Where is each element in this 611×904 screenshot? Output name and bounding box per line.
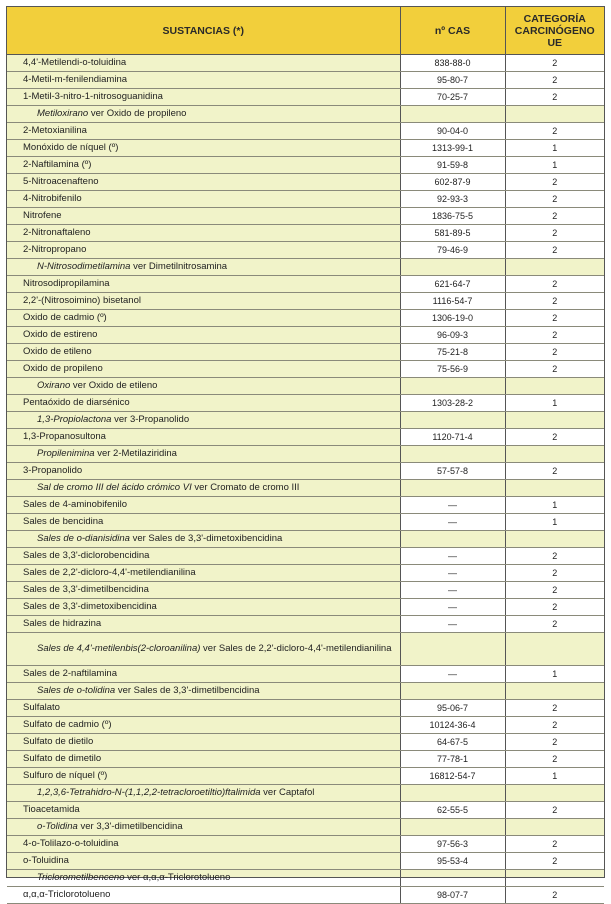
eu-category: 2 — [505, 174, 604, 191]
cas-cell-empty — [400, 785, 505, 802]
eu-category: 2 — [505, 89, 604, 106]
cas-number: 95-53-4 — [400, 853, 505, 870]
cas-number: 602-87-9 — [400, 174, 505, 191]
category-cell-empty — [505, 683, 604, 700]
see-also-text: ver 3,3'-dimetilbencidina — [80, 821, 183, 832]
table-row — [7, 395, 604, 412]
eu-category: 2 — [505, 548, 604, 565]
table-row — [7, 276, 604, 293]
table-row — [7, 853, 604, 870]
substance-name: 1,3-Propanosultona — [7, 429, 400, 446]
table-row — [7, 208, 604, 225]
cas-number: 1120-71-4 — [400, 429, 505, 446]
cas-number: 97-56-3 — [400, 836, 505, 853]
eu-category: 2 — [505, 616, 604, 633]
eu-category: 2 — [505, 700, 604, 717]
reference-substance-name: Sales de o-dianisidina — [37, 533, 130, 544]
substance-name: Sales de 3,3'-dimetilbencidina — [7, 582, 400, 599]
cas-cell-empty — [400, 633, 505, 666]
cas-number: — — [400, 599, 505, 616]
eu-category: 2 — [505, 887, 604, 904]
substance-name: Sales de 3,3'-dimetoxibencidina — [7, 599, 400, 616]
category-cell-empty — [505, 259, 604, 276]
table-row — [7, 157, 604, 174]
table-row — [7, 836, 604, 853]
cas-number: — — [400, 497, 505, 514]
substance-name: 2,2'-(Nitrosoimino) bisetanol — [7, 293, 400, 310]
cas-number: 95-06-7 — [400, 700, 505, 717]
substance-cell — [7, 683, 400, 700]
substance-cell — [7, 412, 400, 429]
eu-category: 2 — [505, 582, 604, 599]
table-row — [7, 565, 604, 582]
substance-name: Sulfato de dimetilo — [7, 751, 400, 768]
cas-number: — — [400, 548, 505, 565]
eu-category: 2 — [505, 802, 604, 819]
substance-name: 2-Naftilamina (º) — [7, 157, 400, 174]
substance-name: Oxido de cadmio (º) — [7, 310, 400, 327]
cas-number: 64-67-5 — [400, 734, 505, 751]
header-substances: SUSTANCIAS (*) — [7, 7, 400, 55]
eu-category: 1 — [505, 497, 604, 514]
eu-category: 2 — [505, 55, 604, 72]
table-row — [7, 327, 604, 344]
table-row-cross-reference — [7, 683, 604, 700]
table-header-row — [7, 7, 604, 55]
eu-category: 2 — [505, 853, 604, 870]
table-row — [7, 344, 604, 361]
table-row — [7, 497, 604, 514]
cas-cell-empty — [400, 378, 505, 395]
table-row — [7, 89, 604, 106]
eu-category: 2 — [505, 361, 604, 378]
see-also-text: ver Sales de 3,3'-dimetilbencidina — [117, 685, 260, 696]
eu-category: 1 — [505, 666, 604, 683]
cas-number: — — [400, 666, 505, 683]
table-row — [7, 225, 604, 242]
cas-cell-empty — [400, 531, 505, 548]
eu-category: 2 — [505, 429, 604, 446]
cas-number: 79-46-9 — [400, 242, 505, 259]
table-row-cross-reference — [7, 819, 604, 836]
eu-category: 2 — [505, 717, 604, 734]
cas-number: 62-55-5 — [400, 802, 505, 819]
eu-category: 2 — [505, 565, 604, 582]
substance-name: 5-Nitroacenafteno — [7, 174, 400, 191]
see-also-text: ver Cromato de cromo III — [194, 482, 300, 493]
table-row — [7, 717, 604, 734]
cas-number: 57-57-8 — [400, 463, 505, 480]
cas-number: 1836-75-5 — [400, 208, 505, 225]
cas-number: 90-04-0 — [400, 123, 505, 140]
substance-name: Sales de bencidina — [7, 514, 400, 531]
reference-substance-name: Sal de cromo III del ácido crómico VI — [37, 482, 192, 493]
table-row — [7, 582, 604, 599]
table-row-cross-reference — [7, 259, 604, 276]
substance-cell — [7, 106, 400, 123]
eu-category: 2 — [505, 310, 604, 327]
see-also-text: ver 2-Metilaziridina — [97, 448, 177, 459]
cas-number: 92-93-3 — [400, 191, 505, 208]
table-row — [7, 293, 604, 310]
substance-name: Sales de 4-aminobifenilo — [7, 497, 400, 514]
table-row — [7, 666, 604, 683]
table-row-cross-reference — [7, 633, 604, 666]
cas-cell-empty — [400, 870, 505, 887]
substance-name: Sales de hidrazina — [7, 616, 400, 633]
cas-number: 1313-99-1 — [400, 140, 505, 157]
cas-number: — — [400, 616, 505, 633]
substance-name: 1-Metil-3-nitro-1-nitrosoguanidina — [7, 89, 400, 106]
substance-name: α,α,α-Triclorotolueno — [7, 887, 400, 904]
substance-name: Oxido de estireno — [7, 327, 400, 344]
table-row-cross-reference — [7, 412, 604, 429]
table-row — [7, 310, 604, 327]
table-row — [7, 72, 604, 89]
reference-substance-name: Metiloxirano — [37, 108, 89, 119]
table-row — [7, 191, 604, 208]
cas-number: 16812-54-7 — [400, 768, 505, 785]
reference-substance-name: Propilenimina — [37, 448, 95, 459]
eu-category: 2 — [505, 344, 604, 361]
cas-number: 70-25-7 — [400, 89, 505, 106]
substance-name: Pentaóxido de diarsénico — [7, 395, 400, 412]
table-row — [7, 140, 604, 157]
cas-number: — — [400, 514, 505, 531]
reference-substance-name: Sales de o-tolidina — [37, 685, 116, 696]
substance-cell — [7, 633, 400, 666]
see-also-text: ver Sales de 2,2'-dicloro-4,4'-metilendianilina — [203, 643, 392, 654]
header-category-line3: UE — [547, 36, 563, 49]
table-row-cross-reference — [7, 785, 604, 802]
substance-name: Sales de 2,2'-dicloro-4,4'-metilendianilina — [7, 565, 400, 582]
table-row — [7, 616, 604, 633]
substance-name: Sulfato de dietilo — [7, 734, 400, 751]
substance-cell — [7, 531, 400, 548]
cas-number: 95-80-7 — [400, 72, 505, 89]
table-row — [7, 700, 604, 717]
substance-cell — [7, 480, 400, 497]
eu-category: 1 — [505, 140, 604, 157]
cas-cell-empty — [400, 819, 505, 836]
cas-number: 96-09-3 — [400, 327, 505, 344]
see-also-text: ver Sales de 3,3'-dimetoxibencidina — [132, 533, 283, 544]
substance-name: Tioacetamida — [7, 802, 400, 819]
reference-substance-name: Sales de 4,4'-metilenbis(2-cloroanilina) — [37, 643, 201, 654]
substance-name: Monóxido de níquel (º) — [7, 140, 400, 157]
table-row — [7, 599, 604, 616]
category-cell-empty — [505, 106, 604, 123]
cas-number: 98-07-7 — [400, 887, 505, 904]
cas-cell-empty — [400, 412, 505, 429]
cas-number: 581-89-5 — [400, 225, 505, 242]
eu-category: 2 — [505, 293, 604, 310]
table-row-cross-reference — [7, 870, 604, 887]
see-also-text: ver Captafol — [263, 787, 315, 798]
substance-name: 4-Nitrobifenilo — [7, 191, 400, 208]
category-cell-empty — [505, 531, 604, 548]
see-also-text: ver α,α,α-Triclorotolueno — [127, 872, 231, 883]
cas-number: 10124-36-4 — [400, 717, 505, 734]
table-row — [7, 463, 604, 480]
cas-number: 1306-19-0 — [400, 310, 505, 327]
table-row-cross-reference — [7, 106, 604, 123]
cas-number: 1116-54-7 — [400, 293, 505, 310]
eu-category: 2 — [505, 72, 604, 89]
substance-cell — [7, 446, 400, 463]
table-row — [7, 734, 604, 751]
table-row — [7, 887, 604, 904]
substance-cell — [7, 259, 400, 276]
cas-number: — — [400, 565, 505, 582]
eu-category: 1 — [505, 395, 604, 412]
substance-name: 2-Nitronaftaleno — [7, 225, 400, 242]
table-row — [7, 55, 604, 72]
see-also-text: ver Oxido de propileno — [90, 108, 187, 119]
substance-name: Sales de 2-naftilamina — [7, 666, 400, 683]
cas-number: 838-88-0 — [400, 55, 505, 72]
table-row — [7, 548, 604, 565]
substance-name: Sales de 3,3'-diclorobencidina — [7, 548, 400, 565]
eu-category: 2 — [505, 276, 604, 293]
cas-cell-empty — [400, 106, 505, 123]
eu-category: 2 — [505, 225, 604, 242]
cas-number: 91-59-8 — [400, 157, 505, 174]
table-row — [7, 242, 604, 259]
cas-number: 75-21-8 — [400, 344, 505, 361]
category-cell-empty — [505, 819, 604, 836]
category-cell-empty — [505, 378, 604, 395]
substance-name: o-Toluidina — [7, 853, 400, 870]
substance-name: Oxido de etileno — [7, 344, 400, 361]
see-also-text: ver Dimetilnitrosamina — [133, 261, 228, 272]
category-cell-empty — [505, 446, 604, 463]
cas-number: 77-78-1 — [400, 751, 505, 768]
table-row-cross-reference — [7, 378, 604, 395]
reference-substance-name: 1,2,3,6-Tetrahidro-N-(1,1,2,2-tetracloroetiltio)ftalimida — [37, 787, 261, 798]
reference-substance-name: N-Nitrosodimetilamina — [37, 261, 131, 272]
eu-category: 2 — [505, 123, 604, 140]
carcinogen-substances-table — [7, 7, 604, 904]
table-row — [7, 429, 604, 446]
eu-category: 2 — [505, 836, 604, 853]
eu-category: 1 — [505, 514, 604, 531]
reference-substance-name: Oxirano — [37, 380, 71, 391]
header-eu-carcinogen-category — [505, 7, 604, 55]
substance-cell — [7, 819, 400, 836]
cas-cell-empty — [400, 259, 505, 276]
cas-number: 75-56-9 — [400, 361, 505, 378]
eu-category: 2 — [505, 751, 604, 768]
cas-cell-empty — [400, 480, 505, 497]
table-row — [7, 514, 604, 531]
table-row — [7, 768, 604, 785]
table-row — [7, 751, 604, 768]
category-cell-empty — [505, 870, 604, 887]
table-body — [7, 55, 604, 904]
cas-number: 621-64-7 — [400, 276, 505, 293]
cas-number: — — [400, 582, 505, 599]
cas-cell-empty — [400, 683, 505, 700]
eu-category: 2 — [505, 327, 604, 344]
eu-category: 2 — [505, 734, 604, 751]
substance-name: 2-Nitropropano — [7, 242, 400, 259]
substance-name: Sulfuro de níquel (º) — [7, 768, 400, 785]
substance-name: 4,4'-Metilendi-o-toluidina — [7, 55, 400, 72]
substance-name: Sulfalato — [7, 700, 400, 717]
header-category-line2: CARCINÓGENO — [514, 24, 595, 37]
category-cell-empty — [505, 412, 604, 429]
table-row-cross-reference — [7, 480, 604, 497]
header-cas-number: nº CAS — [400, 7, 505, 55]
table-row-cross-reference — [7, 531, 604, 548]
substance-name: 3-Propanolido — [7, 463, 400, 480]
substance-name: 4-o-Tolilazo-o-toluidina — [7, 836, 400, 853]
reference-substance-name: o-Tolidina — [37, 821, 78, 832]
table-row — [7, 361, 604, 378]
header-category-line1: CATEGORÍA — [523, 12, 586, 25]
reference-substance-name: 1,3-Propiolactona — [37, 414, 112, 425]
eu-category: 2 — [505, 191, 604, 208]
table-row — [7, 174, 604, 191]
substance-name: Oxido de propileno — [7, 361, 400, 378]
reference-substance-name: Triclorometilbenceno — [37, 872, 125, 883]
substance-name: 2-Metoxianilina — [7, 123, 400, 140]
eu-category: 1 — [505, 768, 604, 785]
see-also-text: ver Oxido de etileno — [72, 380, 158, 391]
table-row-cross-reference — [7, 446, 604, 463]
eu-category: 1 — [505, 157, 604, 174]
eu-category: 2 — [505, 599, 604, 616]
see-also-text: ver 3-Propanolido — [114, 414, 190, 425]
category-cell-empty — [505, 785, 604, 802]
substance-name: Sulfato de cadmio (º) — [7, 717, 400, 734]
category-cell-empty — [505, 480, 604, 497]
substance-cell — [7, 785, 400, 802]
substance-name: 4-Metil-m-fenilendiamina — [7, 72, 400, 89]
eu-category: 2 — [505, 208, 604, 225]
carcinogen-table-page — [6, 6, 605, 900]
category-cell-empty — [505, 633, 604, 666]
substance-cell — [7, 870, 400, 887]
cas-cell-empty — [400, 446, 505, 463]
eu-category: 2 — [505, 242, 604, 259]
substance-name: Nitrofene — [7, 208, 400, 225]
table-row — [7, 123, 604, 140]
cas-number: 1303-28-2 — [400, 395, 505, 412]
substance-name: Nitrosodipropilamina — [7, 276, 400, 293]
table-row — [7, 802, 604, 819]
eu-category: 2 — [505, 463, 604, 480]
substance-cell — [7, 378, 400, 395]
